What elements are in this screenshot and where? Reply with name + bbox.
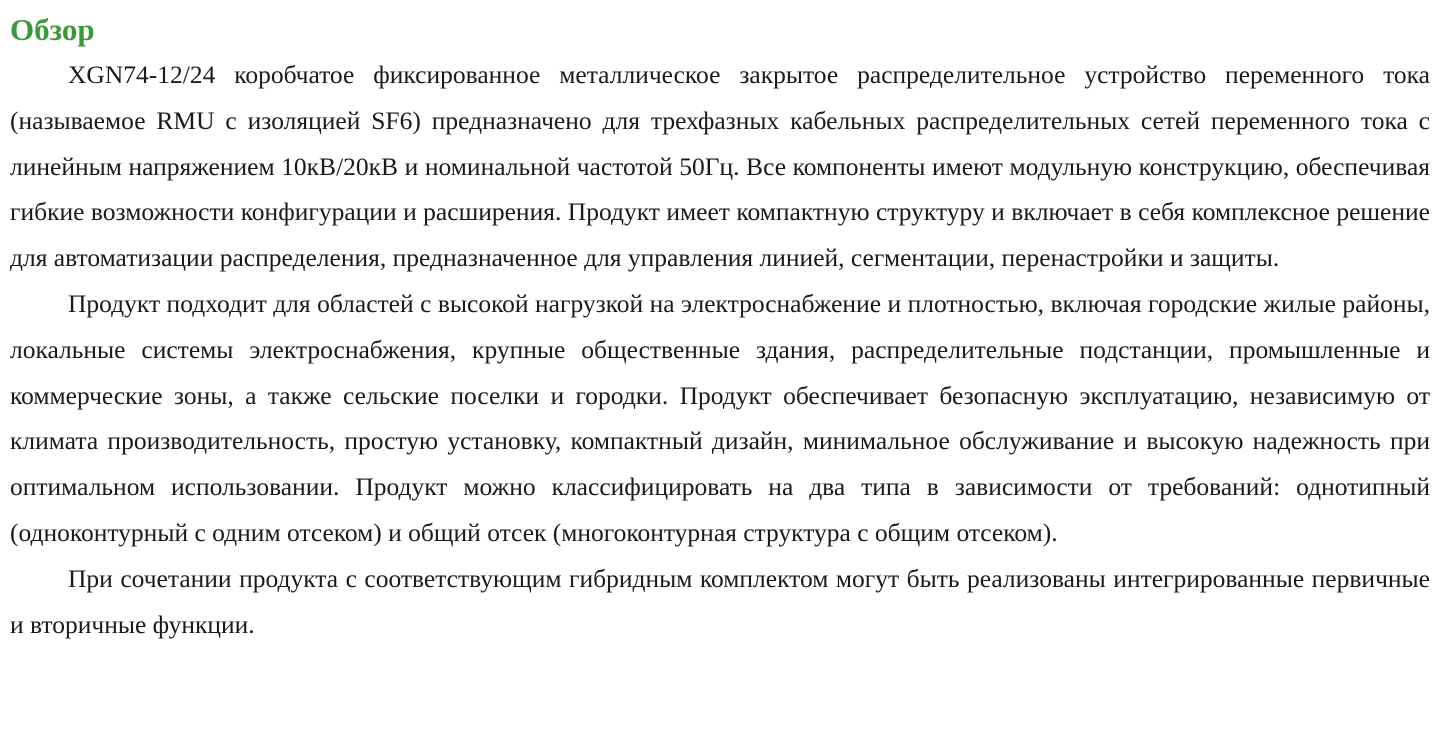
- document-body: [10, 8, 1430, 647]
- paragraph-applications: Продукт подходит для областей с высокой нагрузкой на электроснабжение и плотностью, включая городские жилые районы, локальные системы электроснабжения, крупные общественные здания, распределительные подстанции, промышленные и коммерческие зоны, а также сельские поселки и городки. Продукт обеспечивает безопасную эксплуатацию, независимую от климата производительность, простую установку, компактный дизайн, минимальное обслуживание и высокую надежность при оптимальном использовании. Продукт можно классифицировать на два типа в зависимости от требований: однотипный (одноконтурный с одним отсеком) и общий отсек (многоконтурная структура с общим отсеком).: [10, 288, 1430, 547]
- paragraph-overview: XGN74-12/24 коробчатое фиксированное металлическое закрытое распределительное устройство переменного тока (называемое RMU с изоляцией SF6) предназначено для трехфазных кабельных распределительных сетей переменного тока с линейным напряжением 10кВ/20кВ и номинальной частотой 50Гц. Все компоненты имеют модульную конструкцию, обеспечивая гибкие возможности конфигурации и расширения. Продукт имеет компактную структуру и включает в себя комплексное решение для автоматизации распределения, предназначенное для управления линией, сегментации, перенастройки и защиты.: [10, 60, 1430, 273]
- section-heading: Обзор: [10, 12, 95, 47]
- paragraph-functions: При сочетании продукта с соответствующим гибридным комплектом могут быть реализованы интегрированные первичные и вторичные функции.: [10, 563, 1430, 639]
